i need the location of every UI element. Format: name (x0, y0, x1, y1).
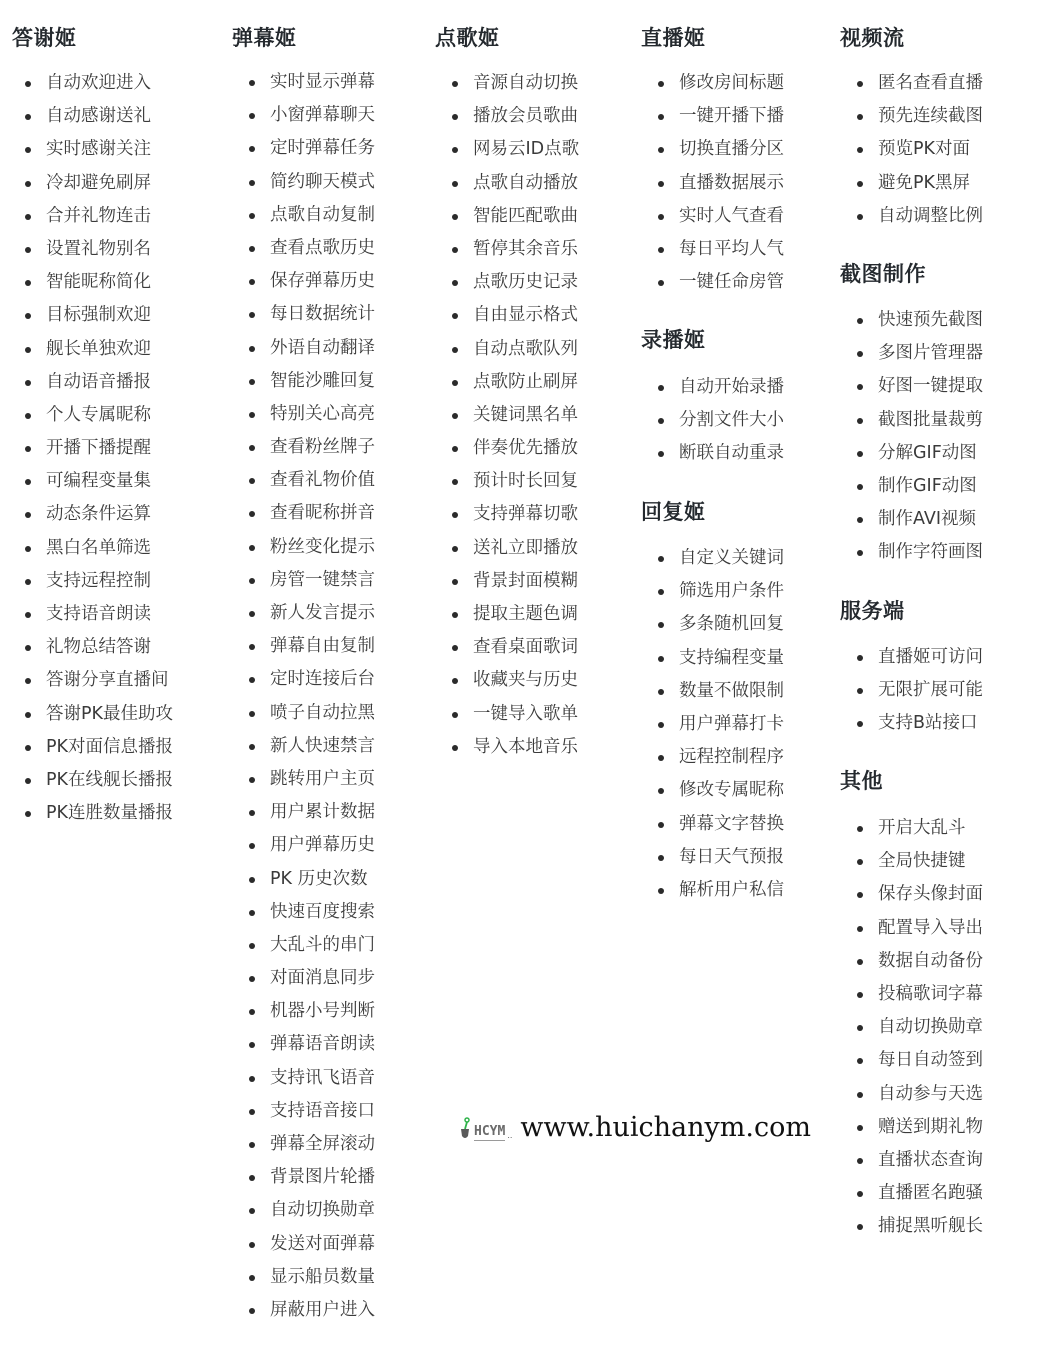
list-item: 一键开播下播 (641, 100, 784, 133)
shovel-icon (458, 1117, 472, 1141)
section-title: 直播姬 (641, 26, 706, 50)
list-item: 预览PK对面 (840, 133, 983, 166)
list-item: 定时弹幕任务 (232, 132, 375, 165)
list-item: 保存弹幕历史 (232, 265, 375, 298)
list-item: 实时感谢关注 (8, 133, 173, 166)
list-item: 配置导入导出 (840, 912, 983, 945)
list-item: 外语自动翻译 (232, 332, 375, 365)
list-item: 开播下播提醒 (8, 432, 173, 465)
section-fuwuduan (840, 597, 983, 741)
list-item: 自动开始录播 (641, 371, 784, 404)
feature-list (435, 67, 579, 764)
list-item: 切换直播分区 (641, 133, 784, 166)
list-item: 快速百度搜索 (232, 896, 375, 929)
list-item: 每日自动签到 (840, 1044, 983, 1077)
list-item: 数量不做限制 (641, 675, 784, 708)
list-item: 支持讯飞语音 (232, 1062, 375, 1095)
list-item: 好图一键提取 (840, 370, 983, 403)
list-item: 答谢PK最佳助攻 (8, 698, 173, 731)
list-item: 点歌历史记录 (435, 266, 579, 299)
watermark (458, 1110, 811, 1146)
list-item: 导入本地音乐 (435, 731, 579, 764)
list-item: 查看昵称拼音 (232, 497, 375, 530)
feature-list (232, 66, 375, 1327)
list-item: 自动欢迎进入 (8, 67, 173, 100)
list-item: 修改房间标题 (641, 67, 784, 100)
list-item: PK 历史次数 (232, 863, 375, 896)
website-url: www.huichanym.com (520, 1112, 811, 1143)
logo-suffix: .. (507, 1131, 513, 1140)
feature-list (840, 304, 983, 570)
logo-text: HCYM (474, 1124, 506, 1139)
list-item: 避免PK黑屏 (840, 167, 983, 200)
list-item: 动态条件运算 (8, 498, 173, 531)
list-item: 多条随机回复 (641, 608, 784, 641)
list-item: 喷子自动拉黑 (232, 697, 375, 730)
list-item: 定时连接后台 (232, 663, 375, 696)
section-danmuji (232, 24, 375, 1327)
list-item: 弹幕语音朗读 (232, 1028, 375, 1061)
section-title: 弹幕姬 (232, 26, 297, 50)
list-item: 一键导入歌单 (435, 698, 579, 731)
list-item: 每日平均人气 (641, 233, 784, 266)
section-dajie (12, 24, 173, 830)
section-title: 服务端 (840, 599, 905, 623)
list-item: 屏蔽用户进入 (232, 1294, 375, 1327)
list-item: 对面消息同步 (232, 962, 375, 995)
section-title: 点歌姬 (435, 26, 500, 50)
list-item: 修改专属昵称 (641, 774, 784, 807)
feature-list (840, 641, 983, 741)
feature-list (641, 67, 784, 299)
hcym-logo (458, 1115, 512, 1141)
list-item: 查看点歌历史 (232, 232, 375, 265)
list-item: 直播状态查询 (840, 1144, 983, 1177)
list-item: 一键任命房管 (641, 266, 784, 299)
list-item: 支持语音朗读 (8, 598, 173, 631)
list-item: 用户弹幕打卡 (641, 708, 784, 741)
list-item: 自动切换勋章 (840, 1011, 983, 1044)
list-item: 弹幕全屏滚动 (232, 1128, 375, 1161)
list-item: 冷却避免刷屏 (8, 167, 173, 200)
list-item: 答谢分享直播间 (8, 664, 173, 697)
list-item: 弹幕文字替换 (641, 808, 784, 841)
list-item: 多图片管理器 (840, 337, 983, 370)
list-item: 截图批量裁剪 (840, 404, 983, 437)
list-item: 智能昵称简化 (8, 266, 173, 299)
section-shipinliu (840, 24, 983, 233)
list-item: 新人发言提示 (232, 597, 375, 630)
section-luboji (641, 326, 784, 471)
list-item: 支持B站接口 (840, 707, 983, 740)
feature-list (840, 812, 983, 1243)
list-item: 智能匹配歌曲 (435, 200, 579, 233)
feature-list (641, 542, 784, 907)
list-item: 支持编程变量 (641, 642, 784, 675)
list-item: 每日数据统计 (232, 298, 375, 331)
list-item: 全局快捷键 (840, 845, 983, 878)
section-zhiboji (641, 24, 784, 299)
list-item: 自动点歌队列 (435, 333, 579, 366)
list-item: 实时显示弹幕 (232, 66, 375, 99)
section-huifuji (641, 498, 784, 907)
list-item: 舰长单独欢迎 (8, 333, 173, 366)
list-item: 分解GIF动图 (840, 437, 983, 470)
list-item: 设置礼物别名 (8, 233, 173, 266)
section-qita (840, 767, 983, 1243)
list-item: 简约聊天模式 (232, 166, 375, 199)
list-item: 查看粉丝牌子 (232, 431, 375, 464)
list-item: 自动参与天选 (840, 1078, 983, 1111)
list-item: 个人专属昵称 (8, 399, 173, 432)
list-item: 智能沙雕回复 (232, 365, 375, 398)
list-item: 支持语音接口 (232, 1095, 375, 1128)
list-item: 礼物总结答谢 (8, 631, 173, 664)
feature-list (8, 67, 173, 830)
feature-list (641, 371, 784, 471)
list-item: 预计时长回复 (435, 465, 579, 498)
list-item: 大乱斗的串门 (232, 929, 375, 962)
list-item: 解析用户私信 (641, 874, 784, 907)
list-item: 收藏夹与历史 (435, 664, 579, 697)
section-title: 答谢姬 (12, 26, 77, 50)
list-item: 播放会员歌曲 (435, 100, 579, 133)
list-item: 跳转用户主页 (232, 763, 375, 796)
list-item: 无限扩展可能 (840, 674, 983, 707)
section-jietuzhizuo (840, 260, 983, 570)
list-item: 自动调整比例 (840, 200, 983, 233)
list-item: 房管一键禁言 (232, 564, 375, 597)
list-item: 开启大乱斗 (840, 812, 983, 845)
list-item: 赠送到期礼物 (840, 1111, 983, 1144)
list-item: 黑白名单筛选 (8, 532, 173, 565)
list-item: 制作GIF动图 (840, 470, 983, 503)
list-item: 自动语音播报 (8, 366, 173, 399)
list-item: 匿名查看直播 (840, 67, 983, 100)
list-item: 自动感谢送礼 (8, 100, 173, 133)
list-item: 直播数据展示 (641, 167, 784, 200)
list-item: 音源自动切换 (435, 67, 579, 100)
feature-list (840, 67, 983, 233)
section-title: 其他 (840, 769, 883, 793)
list-item: PK连胜数量播报 (8, 797, 173, 830)
list-item: 实时人气查看 (641, 200, 784, 233)
list-item: 保存头像封面 (840, 878, 983, 911)
list-item: 提取主题色调 (435, 598, 579, 631)
list-item: 直播匿名跑骚 (840, 1177, 983, 1210)
list-item: 投稿歌词字幕 (840, 978, 983, 1011)
list-item: PK对面信息播报 (8, 731, 173, 764)
list-item: 特别关心高亮 (232, 398, 375, 431)
list-item: 合并礼物连击 (8, 200, 173, 233)
list-item: 数据自动备份 (840, 945, 983, 978)
list-item: 点歌防止刷屏 (435, 366, 579, 399)
list-item: 弹幕自由复制 (232, 630, 375, 663)
section-title: 截图制作 (840, 262, 926, 286)
list-item: 机器小号判断 (232, 995, 375, 1028)
list-item: 制作AVI视频 (840, 503, 983, 536)
list-item: 发送对面弹幕 (232, 1228, 375, 1261)
list-item: 分割文件大小 (641, 404, 784, 437)
list-item: 用户弹幕历史 (232, 829, 375, 862)
list-item: 远程控制程序 (641, 741, 784, 774)
list-item: 伴奏优先播放 (435, 432, 579, 465)
list-item: 小窗弹幕聊天 (232, 99, 375, 132)
list-item: 暂停其余音乐 (435, 233, 579, 266)
list-item: 关键词黑名单 (435, 399, 579, 432)
list-item: 网易云ID点歌 (435, 133, 579, 166)
list-item: 点歌自动复制 (232, 199, 375, 232)
list-item: 预先连续截图 (840, 100, 983, 133)
list-item: 背景图片轮播 (232, 1161, 375, 1194)
list-item: 断联自动重录 (641, 437, 784, 470)
list-item: 送礼立即播放 (435, 532, 579, 565)
list-item: 点歌自动播放 (435, 167, 579, 200)
section-title: 视频流 (840, 26, 905, 50)
list-item: 可编程变量集 (8, 465, 173, 498)
list-item: 制作字符画图 (840, 536, 983, 569)
list-item: 查看礼物价值 (232, 464, 375, 497)
list-item: 背景封面模糊 (435, 565, 579, 598)
list-item: 新人快速禁言 (232, 730, 375, 763)
list-item: PK在线舰长播报 (8, 764, 173, 797)
list-item: 自定义关键词 (641, 542, 784, 575)
list-item: 快速预先截图 (840, 304, 983, 337)
list-item: 自由显示格式 (435, 299, 579, 332)
list-item: 捕捉黑听舰长 (840, 1210, 983, 1243)
list-item: 粉丝变化提示 (232, 531, 375, 564)
list-item: 支持弹幕切歌 (435, 498, 579, 531)
list-item: 用户累计数据 (232, 796, 375, 829)
section-title: 回复姬 (641, 500, 706, 524)
list-item: 自动切换勋章 (232, 1194, 375, 1227)
list-item: 查看桌面歌词 (435, 631, 579, 664)
list-item: 直播姬可访问 (840, 641, 983, 674)
list-item: 显示船员数量 (232, 1261, 375, 1294)
list-item: 支持远程控制 (8, 565, 173, 598)
list-item: 筛选用户条件 (641, 575, 784, 608)
list-item: 每日天气预报 (641, 841, 784, 874)
list-item: 目标强制欢迎 (8, 299, 173, 332)
section-title: 录播姬 (641, 328, 706, 352)
section-diangeji (435, 24, 579, 764)
